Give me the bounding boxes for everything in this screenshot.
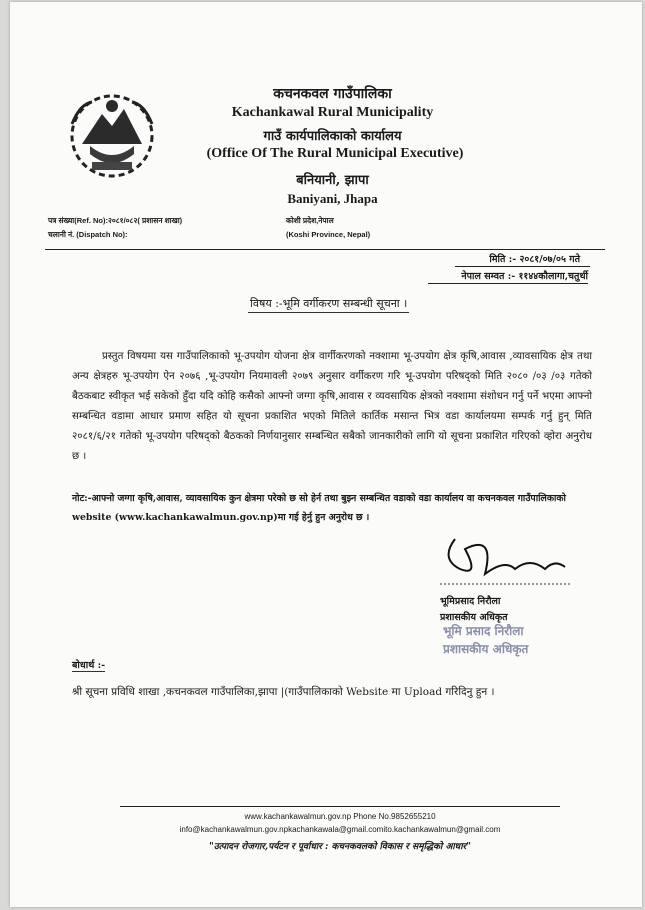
bodartha-line: श्री सूचना प्रविधि शाखा ,कचनकवल गाउँपालिका,झापा |(गाउँपालिकाको Website मा Upload गरिदिनु हुन । [72, 686, 495, 698]
note-paragraph: नोट:-आफ्नो जग्गा कृषि,आवास, व्यावसायिक कुन क्षेत्रमा परेको छ सो हेर्न तथा बुझ्न सम्बन्धित वडाको वडा कार्यालय वा कचनकवल गाउँपालिकाको website (www.kachankawalmun.gov.np)मा गई हेर्नु हुन अनुरोध छ । [72, 493, 566, 523]
date-line: मिति :- २०८१/०७/०५ गते [489, 254, 580, 265]
footer-website-phone: www.kachankawalmun.gov.np Phone No.9852655210 [244, 812, 436, 821]
sambat-underline [428, 283, 588, 284]
footer-slogan: "उत्पादन रोजगार,पर्यटन र पूर्वाधार : कचनकवलको विकास र समृद्धिको आधार" [209, 842, 471, 852]
letter-page [10, 2, 642, 907]
office-name-nepali: गाउँ कार्यपालिकाको कार्यालय [263, 129, 402, 144]
date-underline [455, 266, 590, 267]
footer-divider [120, 806, 560, 807]
stamp-title: प्रशासकीय अधिकृत [443, 642, 529, 656]
place-nepali: बनियानी, झापा [296, 173, 369, 188]
notice-body: प्रस्तुत विषयमा यस गाउँपालिकाको भू-उपयोग योजना क्षेत्र वार्गीकरणको नक्शामा भू-उपयोग क्षेत्र कृषि,आवास ,व्यावसायिक क्षेत्र तथा अन्य क्षेत्रहरु भू-उपयोग ऐन २०७६ ,भू-उपयोग नियमावली २०७९ अनुसार वर्गीकरण गरि भू-उपयोग परिषद्को मिति २०८० /०३ /०३ गतेको बैठकबाट स्वीकृत भई सकेको हुँदा यदि कोहि कसैको आफ्नो जग्गा कृषि,आवास र व्यवसायिक क्षेत्रको नक्शामा संशोधन गर्नु पर्ने भएमा आफ्नो सम्बन्धित वडामा आधार प्रमाण सहित यो सूचना प्रकाशित भएको मितिले कार्तिक मसान्त भित्र वडा कार्यालयमा सम्पर्क गर्नु हुन् मिति २०८१/६/२१ गतेको भू-उपयोग परिषद्को बैठकको निर्णयानुसार सम्बन्धित सबैको जानकारीको लागि यो सूचना प्रकाशित गरिएको व्होरा अनुरोध छ । [72, 351, 592, 462]
ref-number: पत्र संख्या(Ref. No):२०८१/०८२( प्रशासन शाखा) [48, 216, 183, 225]
nepal-emblem-icon [62, 84, 162, 184]
subject-line: विषय :-भूमि वर्गीकरण सम्बन्धी सूचना । [248, 296, 409, 313]
province-english: (Koshi Province, Nepal) [286, 230, 371, 239]
stamp-name: भूमि प्रसाद निरौला [443, 624, 524, 638]
signature-mark-icon [435, 529, 575, 589]
signatory-name: भूमिप्रसाद निरौला [440, 596, 501, 607]
municipality-name-nepali: कचनकवल गाउँपालिका [273, 86, 392, 102]
bodartha-label: बोधार्थ :- [72, 660, 106, 671]
dispatch-number: चलानी नं. (Dispatch No): [48, 230, 128, 239]
office-name-english: (Office Of The Rural Municipal Executive) [206, 146, 464, 161]
place-english: Baniyani, Jhapa [287, 191, 378, 206]
municipality-name-english: Kachankawal Rural Municipality [231, 105, 434, 120]
signatory-title: प्रशासकीय अधिकृत [440, 612, 508, 623]
province-nepali: कोशी प्रदेश,नेपाल [286, 216, 334, 225]
nepal-sambat-line: नेपाल सम्वत :- ११४४कौलागा,चतुर्थी [461, 271, 588, 282]
footer-emails: info@kachankawalmun.gov.npkachankawala@gmail.comito.kachankawalmun@gmail.com [179, 825, 501, 834]
header-divider [45, 249, 605, 250]
